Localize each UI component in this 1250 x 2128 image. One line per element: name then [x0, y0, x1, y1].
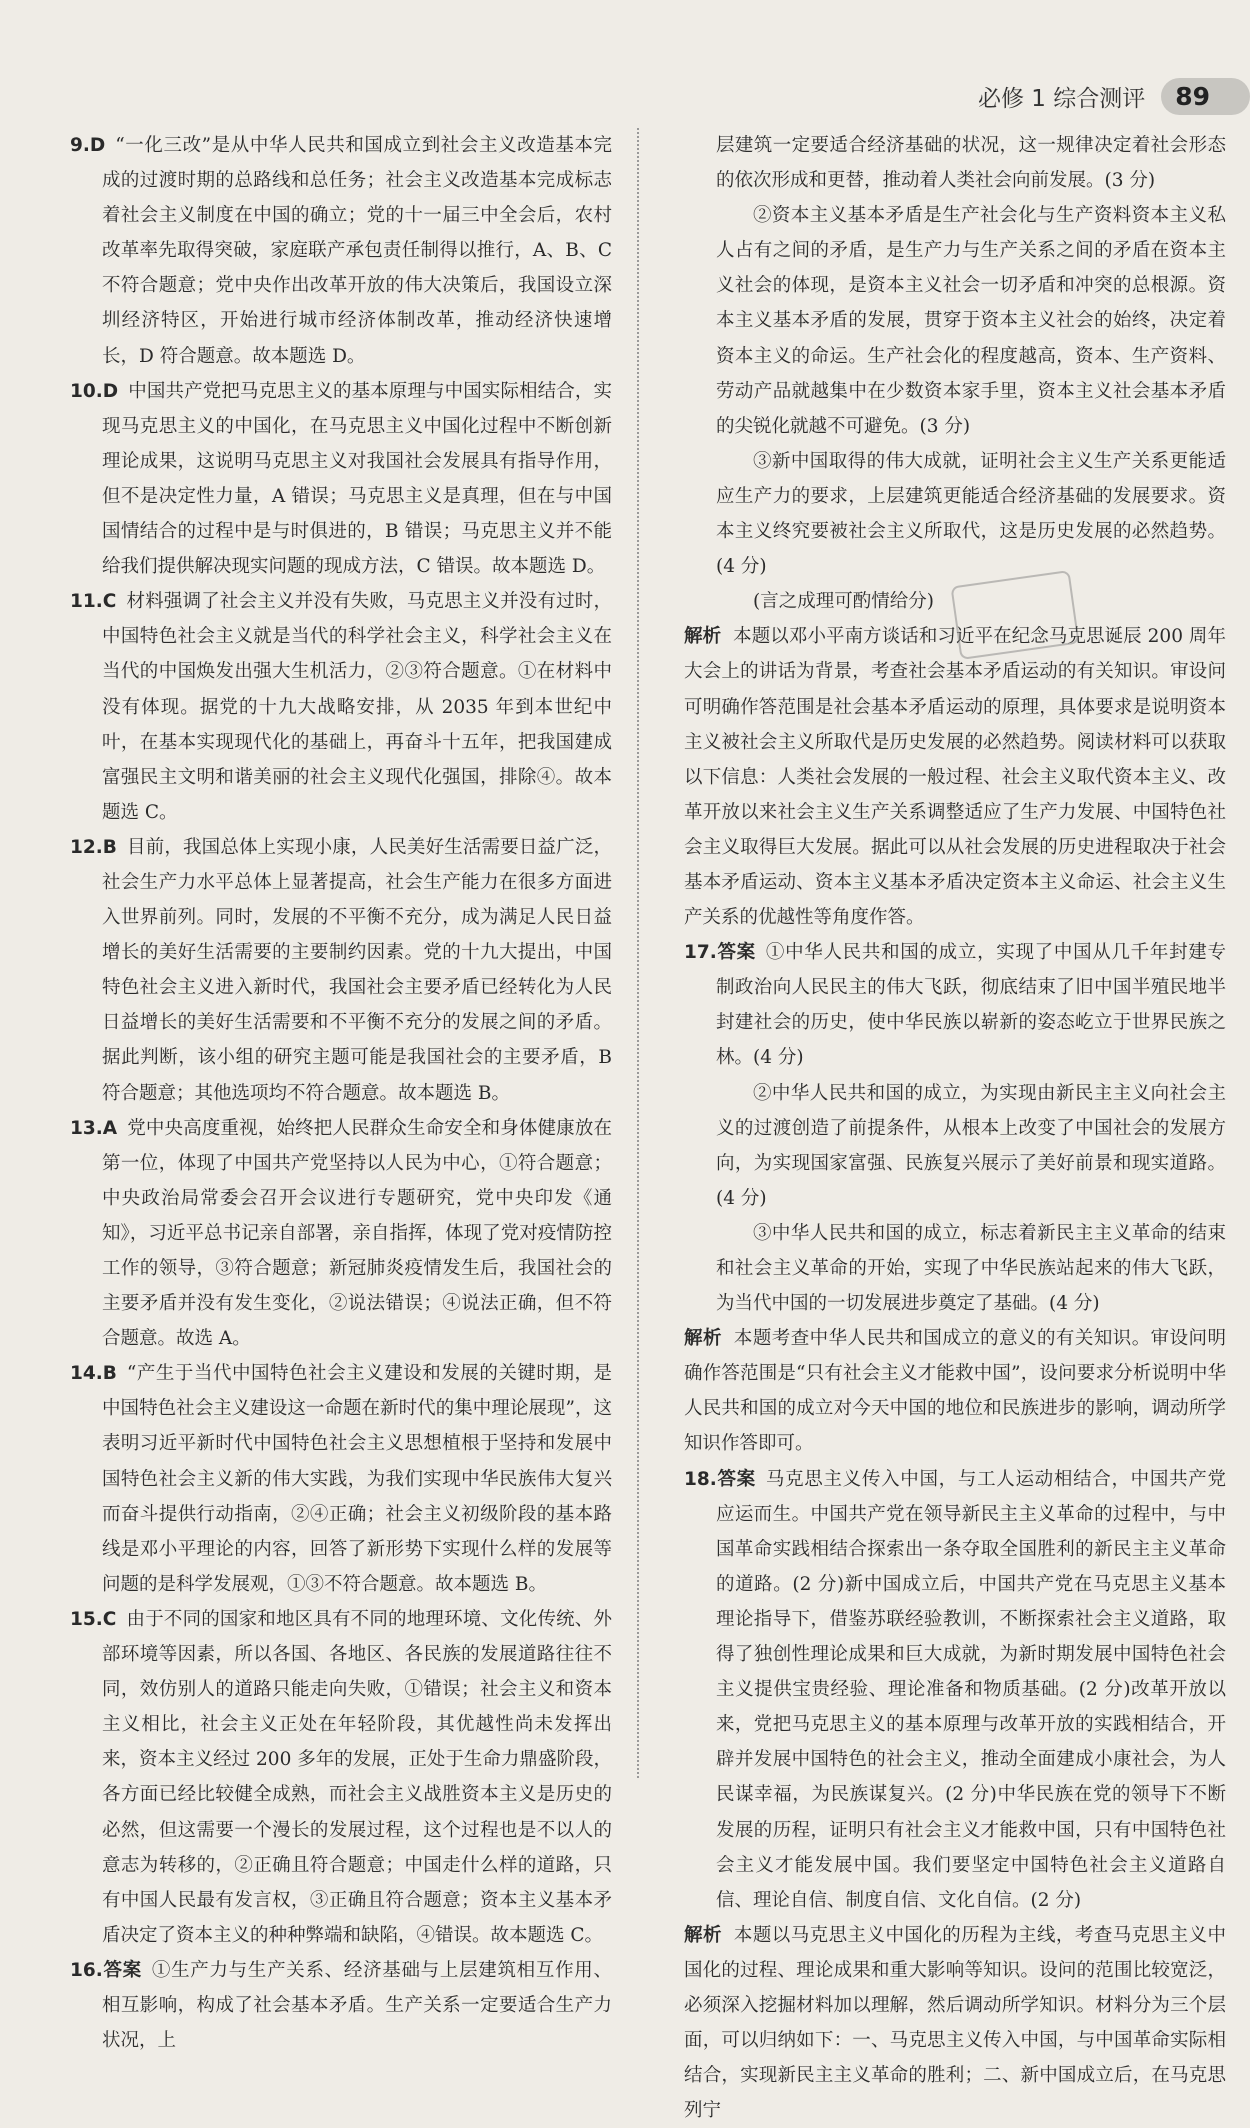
answer-12 — [70, 830, 612, 1111]
answer-number: 14.B — [70, 1363, 117, 1385]
answer-text: 中国共产党把马克思主义的基本原理与中国实际相结合，实现马克思主义的中国化，在马克思主义中国化过程中不断创新理论成果，这说明马克思主义对我国社会发展具有指导作用，但不是决定性力量，A 错误；马克思主义是真理，但在与中国国情结合的过程中是与时俱进的，B 错误；马克思主义并不能给我们提供解决现实问题的现成方法，C 错误。故本题选 D。 — [102, 380, 612, 578]
answer-number: 10.D — [70, 380, 119, 402]
answer-17-point-2: ②中华人民共和国的成立，为实现由新民主主义向社会主义的过渡创造了前提条件，从根本上改变了中国社会的发展方向，为实现国家富强、民族复兴展示了美好前景和现实道路。(4 分) — [716, 1082, 1226, 1209]
analysis-label: 解析 — [684, 626, 722, 648]
answer-18-analysis — [684, 1918, 1226, 2128]
answer-13 — [70, 1111, 612, 1357]
analysis-label: 解析 — [684, 1924, 722, 1946]
answer-number: 16.答案 — [70, 1959, 142, 1981]
answer-9 — [70, 128, 612, 374]
left-column — [70, 128, 612, 2058]
answer-text: “产生于当代中国特色社会主义建设和发展的关键时期，是中国特色社会主义建设这一命题在新时代的集中理论展现”，这表明习近平新时代中国特色社会主义思想植根于坚持和发展中国特色社会主义新的伟大实践，为我们实现中华民族伟大复兴而奋斗提供行动指南，②④正确；社会主义初级阶段的基本路线是邓小平理论的内容，回答了新形势下实现什么样的发展等问题的是科学发展观，①③不符合题意。故本题选 B。 — [102, 1363, 612, 1595]
answer-number: 11.C — [70, 591, 117, 613]
analysis-text: 本题以马克思主义中国化的历程为主线，考查马克思主义中国化的过程、理论成果和重大影响等知识。设问的范围比较宽泛，必须深入挖掘材料加以理解，然后调动所学知识。材料分为三个层面，可以归纳如下：一、马克思主义传入中国，与中国革命实际相结合，实现新民主主义革命的胜利；二、新中国成立后，在马克思列宁 — [684, 1924, 1226, 2122]
answer-16-continued: 层建筑一定要适合经济基础的状况，这一规律决定着社会形态的依次形成和更替，推动着人类社会向前发展。(3 分) — [716, 135, 1226, 192]
answer-text: ①生产力与生产关系、经济基础与上层建筑相互作用、相互影响，构成了社会基本矛盾。生产关系一定要适合生产力状况，上 — [102, 1959, 612, 2052]
answer-17 — [684, 935, 1226, 1075]
analysis-text: 本题考查中华人民共和国成立的意义的有关知识。审设问明确作答范围是“只有社会主义才能救中国”，设问要求分析说明中华人民共和国的成立对今天中国的地位和民族进步的影响，调动所学知识作答即可。 — [684, 1328, 1226, 1455]
page-number: 89 — [1161, 78, 1250, 115]
answer-15 — [70, 1602, 612, 1953]
column-divider — [637, 128, 639, 1778]
answer-18 — [684, 1462, 1226, 1918]
answer-16 — [70, 1953, 612, 2058]
analysis-text: 本题以邓小平南方谈话和习近平在纪念马克思诞辰 200 周年大会上的讲话为背景，考查社会基本矛盾运动的有关知识。审设问可明确作答范围是社会基本矛盾运动的原理，具体要求是说明资本主义被社会主义所取代是历史发展的必然趋势。阅读材料可以获取以下信息：人类社会发展的一般过程、社会主义取代资本主义、改革开放以来社会主义生产关系调整适应了生产力发展、中国特色社会主义取得巨大发展。据此可以从社会发展的历史进程取决于社会基本矛盾运动、资本主义基本矛盾决定资本主义命运、社会主义生产关系的优越性等角度作答。 — [684, 626, 1226, 929]
section-title: 必修 1 综合测评 — [977, 86, 1146, 112]
answer-text: 材料强调了社会主义并没有失败，马克思主义并没有过时，中国特色社会主义就是当代的科学社会主义，科学社会主义在当代的中国焕发出强大生机活力，②③符合题意。①在材料中没有体现。据党的十九大战略安排，从 2035 年到本世纪中叶，在基本实现现代化的基础上，再奋斗十五年，把我国建成富强民主文明和谐美丽的社会主义现代化强国，排除④。故本题选 C。 — [102, 591, 612, 823]
answer-number: 12.B — [70, 836, 117, 858]
answer-text: 由于不同的国家和地区具有不同的地理环境、文化传统、外部环境等因素，所以各国、各地区、各民族的发展道路往往不同，效仿别人的道路只能走向失败，①错误；社会主义和资本主义相比，社会主义正处在年轻阶段，其优越性尚未发挥出来，资本主义经过 200 多年的发展，正处于生命力鼎盛阶段，各方面已经比较健全成熟，而社会主义战胜资本主义是历史的必然，但这需要一个漫长的发展过程，这个过程也是不以人的意志为转移的，②正确且符合题意；中国走什么样的道路，只有中国人民最有发言权，③正确且符合题意；资本主义基本矛盾决定了资本主义的种种弊端和缺陷，④错误。故本题选 C。 — [102, 1608, 612, 1946]
answer-16-note: (言之成理可酌情给分) — [753, 591, 934, 613]
answer-17-point-3: ③中华人民共和国的成立，标志着新民主主义革命的结束和社会主义革命的开始，实现了中华民族站起来的伟大飞跃，为当代中国的一切发展进步奠定了基础。(4 分) — [716, 1222, 1226, 1315]
answer-16-analysis — [684, 619, 1226, 935]
answer-16-point-3: ③新中国取得的伟大成就，证明社会主义生产关系更能适应生产力的要求，上层建筑更能适合经济基础的发展要求。资本主义终究要被社会主义所取代，这是历史发展的必然趋势。(4 分) — [716, 450, 1226, 578]
answer-16-point-2: ②资本主义基本矛盾是生产社会化与生产资料资本主义私人占有之间的矛盾，是生产力与生产关系之间的矛盾在资本主义社会的体现，是资本主义社会一切矛盾和冲突的总根源。资本主义基本矛盾的发展，贯穿于资本主义社会的始终，决定着资本主义的命运。生产社会化的程度越高，资本、生产资料、劳动产品就越集中在少数资本家手里，资本主义社会基本矛盾的尖锐化就越不可避免。(3 分) — [716, 205, 1226, 437]
answer-number: 18.答案 — [684, 1468, 756, 1490]
right-column — [684, 128, 1226, 2128]
answer-14 — [70, 1356, 612, 1602]
answer-text: “一化三改”是从中华人民共和国成立到社会主义改造基本完成的过渡时期的总路线和总任务；社会主义改造基本完成标志着社会主义制度在中国的确立；党的十一届三中全会后，农村改革率先取得突破，家庭联产承包责任制得以推行，A、B、C 不符合题意；党中央作出改革开放的伟大决策后，我国设立深圳经济特区，开始进行城市经济体制改革，推动经济快速增长，D 符合题意。故本题选 D。 — [102, 135, 612, 367]
answer-text: 马克思主义传入中国，与工人运动相结合，中国共产党应运而生。中国共产党在领导新民主主义革命的过程中，与中国革命实践相结合探索出一条夺取全国胜利的新民主主义革命的道路。(2 分)新中国成立后，中国共产党在马克思主义基本理论指导下，借鉴苏联经验教训，不断探索社会主义道路，取得了独创性理论成果和巨大成就，为新时期发展中国特色社会主义提供宝贵经验、理论准备和物质基础。(2 分)改革开放以来，党把马克思主义的基本原理与改革开放的实践相结合，开辟并发展中国特色的社会主义，推动全面建成小康社会，为人民谋幸福，为民族谋复兴。(2 分)中华民族在党的领导下不断发展的历程，证明只有社会主义才能救中国，只有中国特色社会主义才能发展中国。我们要坚定中国特色社会主义道路自信、理论自信、制度自信、文化自信。(2 分) — [716, 1468, 1226, 1911]
answer-17-analysis — [684, 1321, 1226, 1461]
answer-11 — [70, 584, 612, 830]
answer-number: 9.D — [70, 135, 106, 156]
page-header — [978, 78, 1218, 115]
answer-text: ①中华人民共和国的成立，实现了中国从几千年封建专制政治向人民民主的伟大飞跃，彻底结束了旧中国半殖民地半封建社会的历史，使中华民族以崭新的姿态屹立于世界民族之林。(4 分) — [716, 942, 1226, 1069]
answer-text: 目前，我国总体上实现小康，人民美好生活需要日益广泛，社会生产力水平总体上显著提高，社会生产能力在很多方面进入世界前列。同时，发展的不平衡不充分，成为满足人民日益增长的美好生活需要的主要制约因素。党的十九大提出，中国特色社会主义进入新时代，我国社会主要矛盾已经转化为人民日益增长的美好生活需要和不平衡不充分的发展之间的矛盾。据此判断，该小组的研究主题可能是我国社会的主要矛盾，B 符合题意；其他选项均不符合题意。故本题选 B。 — [102, 836, 612, 1104]
analysis-label: 解析 — [684, 1328, 722, 1350]
answer-number: 13.A — [70, 1117, 118, 1139]
answer-number: 15.C — [70, 1608, 117, 1630]
answer-number: 17.答案 — [684, 942, 756, 964]
answer-10 — [70, 374, 612, 585]
answer-text: 党中央高度重视，始终把人民群众生命安全和身体健康放在第一位，体现了中国共产党坚持以人民为中心，①符合题意；中央政治局常委会召开会议进行专题研究，党中央印发《通知》，习近平总书记亲自部署，亲自指挥，体现了党对疫情防控工作的领导，③符合题意；新冠肺炎疫情发生后，我国社会的主要矛盾并没有发生变化，②说法错误；④说法正确，但不符合题意。故选 A。 — [102, 1117, 612, 1350]
